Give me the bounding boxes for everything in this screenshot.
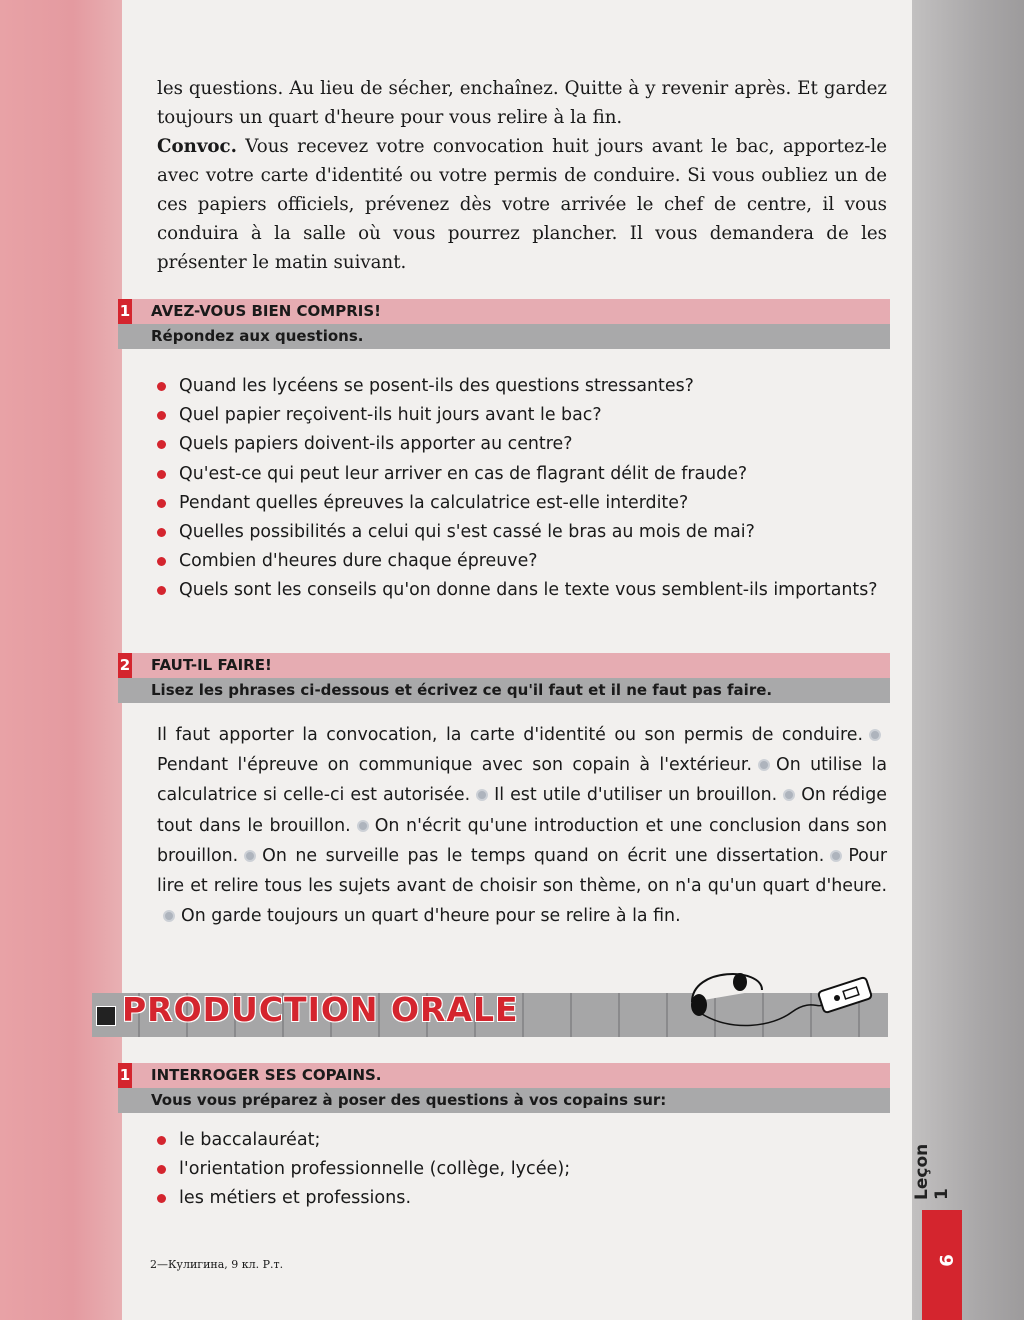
convoc-text: Vous recevez votre convocation huit jours avant le bac, apportez-le avec votre carte d'identité ou votre permis de conduire. Si vous oubliez un de ces papiers officiels, prévenez dès votre arrivée le chef de centre, il vous conduira à la salle où vous pourrez plancher. Il vous demandera de les présenter le matin suivant.	[157, 136, 887, 273]
sentence: On rédige tout dans le brouillon.	[157, 785, 887, 836]
section-title: PRODUCTION ORALE	[122, 990, 519, 1029]
exercise-number: 1	[118, 299, 132, 324]
exercise-instruction: Répondez aux questions.	[151, 327, 364, 345]
exercise-title: INTERROGER SES COPAINS.	[151, 1066, 382, 1084]
question-list	[157, 372, 887, 606]
bullet-separator-icon	[244, 850, 256, 862]
sentence: Pour lire et relire tous les sujets avant de choisir son thème, on n'a qu'un quart d'heure.	[157, 845, 887, 897]
bullet-separator-icon	[476, 789, 488, 801]
bullet-separator-icon	[357, 820, 369, 832]
topic-list	[157, 1126, 757, 1214]
sentence: On garde toujours un quart d'heure pour se relire à la fin.	[181, 906, 681, 927]
list-item: Qu'est-ce qui peut leur arriver en cas de flagrant délit de fraude?	[157, 460, 887, 489]
left-margin-strip	[0, 0, 122, 1320]
list-item: Quels sont les conseils qu'on donne dans le texte vous semblent-ils importants?	[157, 576, 887, 605]
list-item: Pendant quelles épreuves la calculatrice est-elle interdite?	[157, 489, 887, 518]
list-item: les métiers et professions.	[157, 1184, 757, 1213]
bullet-separator-icon	[783, 789, 795, 801]
sentence: On n'écrit qu'une introduction et une conclusion dans son brouillon.	[157, 815, 887, 866]
bullet-separator-icon	[758, 759, 770, 771]
sentence: Il est utile d'utiliser un brouillon.	[494, 785, 778, 806]
exercise-number: 2	[118, 653, 132, 678]
exercise-2-header	[118, 653, 890, 703]
bullet-separator-icon	[869, 729, 881, 741]
list-item: le baccalauréat;	[157, 1126, 757, 1155]
intro-paragraph-2	[157, 132, 887, 277]
list-item: Combien d'heures dure chaque épreuve?	[157, 547, 887, 576]
bullet-separator-icon	[163, 910, 175, 922]
exercise-title: AVEZ-VOUS BIEN COMPRIS!	[151, 302, 381, 320]
exercise-instruction: Vous vous préparez à poser des questions à vos copains sur:	[151, 1091, 667, 1109]
convoc-heading: Convoc.	[157, 136, 237, 157]
page-number: 9	[935, 1254, 957, 1267]
exercise-title: FAUT-IL FAIRE!	[151, 656, 272, 674]
list-item: Quels papiers doivent-ils apporter au centre?	[157, 430, 887, 459]
list-item: Quand les lycéens se posent-ils des questions stressantes?	[157, 372, 887, 401]
list-item: Quelles possibilités a celui qui s'est cassé le bras au mois de mai?	[157, 518, 887, 547]
exercise-3-header	[118, 1063, 890, 1113]
list-item: l'orientation professionnelle (collège, lycée);	[157, 1155, 757, 1184]
sentence: Pendant l'épreuve on communique avec son copain à l'extérieur.	[157, 755, 753, 776]
list-item: Quel papier reçoivent-ils huit jours avant le bac?	[157, 401, 887, 430]
lesson-label: Leçon 1	[912, 1143, 952, 1200]
headphones-icon	[672, 962, 882, 1032]
bullet-separator-icon	[830, 850, 842, 862]
intro-text	[157, 74, 887, 277]
sentence: Il faut apporter la convocation, la carte d'identité ou son permis de conduire.	[157, 725, 863, 745]
exercise-instruction: Lisez les phrases ci-dessous et écrivez ce qu'il faut et il ne faut pas faire.	[151, 681, 773, 699]
section-square-icon	[96, 1006, 116, 1026]
sentences-paragraph	[157, 720, 887, 931]
right-margin-strip	[912, 0, 1024, 1320]
exercise-1-header	[118, 299, 890, 349]
sentence: On utilise la calculatrice si celle-ci est autorisée.	[157, 755, 887, 806]
exercise-number: 1	[118, 1063, 132, 1088]
footer-note: 2—Кулигина, 9 кл. Р.т.	[150, 1258, 284, 1271]
sentence: On ne surveille pas le temps quand on écrit une dissertation.	[262, 845, 825, 866]
intro-paragraph-1: les questions. Au lieu de sécher, enchaînez. Quitte à y revenir après. Et gardez toujours un quart d'heure pour vous relire à la fin.	[157, 78, 887, 128]
